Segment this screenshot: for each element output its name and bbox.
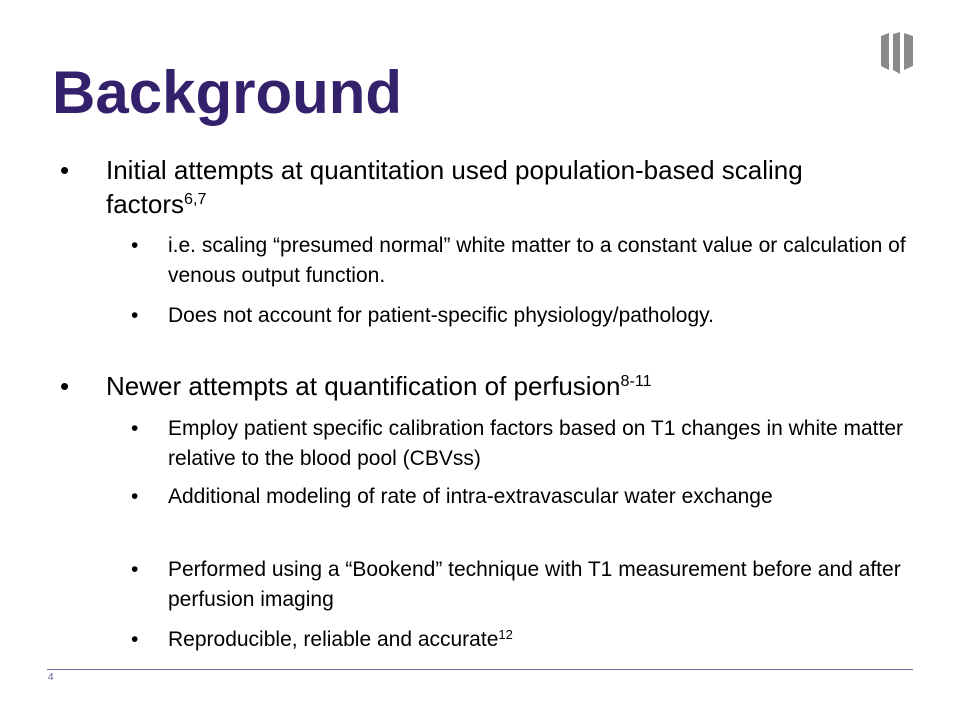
citation-superscript: 12 bbox=[498, 626, 513, 642]
sub-bullet-item bbox=[168, 625, 928, 655]
citation-superscript: 6,7 bbox=[184, 190, 207, 209]
page-number: 4 bbox=[48, 672, 54, 683]
footer-divider bbox=[47, 669, 913, 670]
slide-title: Background bbox=[52, 59, 403, 126]
sub-bullet-item: Does not account for patient-specific physiology/pathology. bbox=[168, 304, 714, 327]
bullet-item bbox=[106, 369, 906, 403]
bullet-text: Initial attempts at quantitation used population-based scaling factors bbox=[106, 155, 803, 219]
bullet-icon: • bbox=[60, 155, 70, 185]
sub-bullet-icon: • bbox=[131, 304, 139, 327]
citation-superscript: 8-11 bbox=[620, 372, 652, 391]
bullet-item bbox=[106, 153, 906, 221]
sub-bullet-item: Performed using a “Bookend” technique with T1 measurement before and after perfusion imaging bbox=[168, 558, 901, 611]
sub-bullet-icon: • bbox=[131, 417, 139, 440]
sub-bullet-item: i.e. scaling “presumed normal” white matter to a constant value or calculation of venous output function. bbox=[168, 234, 906, 287]
sub-bullet-item: Additional modeling of rate of intra-extravascular water exchange bbox=[168, 485, 773, 508]
bullet-icon: • bbox=[60, 371, 70, 401]
bullet-text: Reproducible, reliable and accurate bbox=[168, 628, 499, 651]
bullet-text: Newer attempts at quantification of perfusion bbox=[106, 371, 621, 401]
sub-bullet-item: Employ patient specific calibration factors based on T1 changes in white matter relative to the blood pool (CBVss) bbox=[168, 417, 903, 470]
sub-bullet-icon: • bbox=[131, 558, 139, 581]
sub-bullet-icon: • bbox=[131, 234, 139, 257]
sub-bullet-icon: • bbox=[131, 485, 139, 508]
sub-bullet-icon: • bbox=[131, 628, 139, 651]
